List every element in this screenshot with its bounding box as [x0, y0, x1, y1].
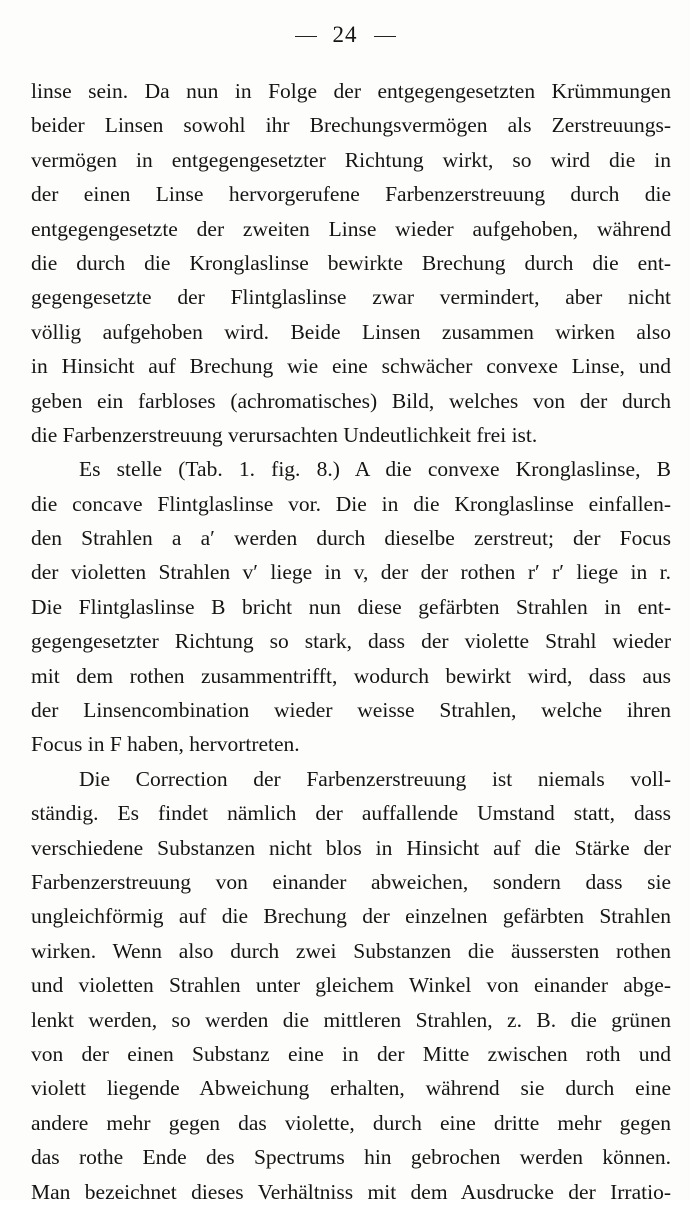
- text-line: die concave Flintglaslinse vor. Die in die Kronglaslinse einfallen-: [31, 491, 671, 516]
- text-line: gegengesetzte der Flintglaslinse zwar vermindert, aber nicht: [31, 285, 671, 310]
- page-number-header: [0, 22, 690, 48]
- text-line: Es stelle (Tab. 1. fig. 8.) A die convexe Kronglaslinse, B: [79, 457, 671, 482]
- text-line: Die Correction der Farbenzerstreuung ist niemals voll-: [79, 766, 671, 791]
- text-line: linse sein. Da nun in Folge der entgegengesetzten Krümmungen: [31, 79, 671, 103]
- text-line: den Strahlen a a′ werden durch dieselbe zerstreut; der Focus: [31, 526, 671, 551]
- body-text: [31, 74, 671, 1209]
- text-line: entgegengesetzte der zweiten Linse wieder aufgehoben, während: [31, 216, 671, 241]
- text-line: der einen Linse hervorgerufene Farbenzerstreuung durch die: [31, 182, 671, 207]
- text-line: die Farbenzerstreuung verursachten Undeutlichkeit frei ist.: [31, 422, 538, 447]
- paragraph-2: [31, 452, 671, 762]
- text-line: der Linsencombination wieder weisse Strahlen, welche ihren: [31, 698, 671, 723]
- text-line: der violetten Strahlen v′ liege in v, der der rothen r′ r′ liege in r.: [31, 560, 671, 585]
- text-line: vermögen in entgegengesetzter Richtung wirkt, so wird die in: [31, 147, 671, 172]
- text-line: lenkt werden, so werden die mittleren Strahlen, z. B. die grünen: [31, 1007, 671, 1032]
- text-line: wirken. Wenn also durch zwei Substanzen die äussersten rothen: [31, 938, 671, 963]
- text-line: und violetten Strahlen unter gleichem Winkel von einander abge-: [31, 973, 671, 998]
- page-number-dash-right: [374, 36, 396, 38]
- text-line: andere mehr gegen das violette, durch eine dritte mehr gegen: [31, 1110, 671, 1135]
- text-line: gegengesetzter Richtung so stark, dass der violette Strahl wieder: [31, 629, 671, 654]
- text-line: von der einen Substanz eine in der Mitte zwischen roth und: [31, 1041, 671, 1066]
- text-line: geben ein farbloses (achromatisches) Bild, welches von der durch: [31, 388, 671, 413]
- text-line: ständig. Es findet nämlich der auffallende Umstand statt, dass: [31, 801, 671, 826]
- text-line: ungleichförmig auf die Brechung der einzelnen gefärbten Strahlen: [31, 904, 671, 929]
- paragraph-1: [31, 74, 671, 452]
- text-line: violett liegende Abweichung erhalten, während sie durch eine: [31, 1076, 671, 1101]
- text-line: Focus in F haben, hervortreten.: [31, 732, 300, 757]
- text-line: völlig aufgehoben wird. Beide Linsen zusammen wirken also: [31, 319, 671, 344]
- paragraph-3: [31, 762, 671, 1209]
- page-number: 24: [332, 22, 358, 47]
- text-line: in Hinsicht auf Brechung wie eine schwächer convexe Linse, und: [31, 354, 671, 379]
- text-line: Man bezeichnet dieses Verhältniss mit dem Ausdrucke der Irratio-: [31, 1179, 671, 1204]
- text-line: das rothe Ende des Spectrums hin gebrochen werden können.: [31, 1145, 671, 1170]
- text-line: Die Flintglaslinse B bricht nun diese gefärbten Strahlen in ent-: [31, 594, 671, 619]
- text-line: Farbenzerstreuung von einander abweichen, sondern dass sie: [31, 869, 671, 894]
- text-line: mit dem rothen zusammentrifft, wodurch bewirkt wird, dass aus: [31, 663, 671, 688]
- page-number-dash-left: [295, 36, 317, 38]
- text-line: beider Linsen sowohl ihr Brechungsvermögen als Zerstreuungs-: [31, 113, 671, 138]
- text-line: verschiedene Substanzen nicht blos in Hinsicht auf die Stärke der: [31, 835, 671, 860]
- text-line: die durch die Kronglaslinse bewirkte Brechung durch die ent-: [31, 250, 671, 275]
